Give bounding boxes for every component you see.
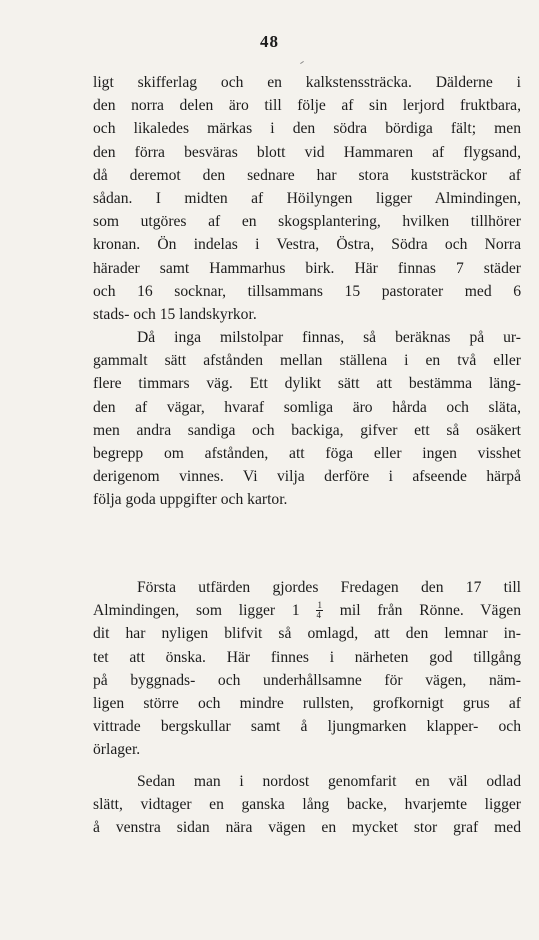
text-line: ligt skifferlag och en kalkstenssträcka. Dälderne i [93,74,521,91]
fraction-numerator: 1 [317,600,322,611]
text-line: slätt, vidtager en ganska lång backe, hvarjemte ligger [93,796,521,814]
text-line: dit har nyligen blifvit så omlagd, att den lemnar in- [93,625,521,643]
text-line: flere timmars väg. Ett dylikt sätt att bestämma läng- [93,375,521,393]
text-line: derigenom vinnes. Vi vilja derföre i afseende härpå [93,468,521,486]
paragraph-2 [93,326,521,512]
text-line: Första utfärden gjordes Fredagen den 17 till [137,579,521,596]
text-line: Då inga milstolpar finnas, så beräknas på ur- [137,329,521,346]
text-line: härader samt Hammarhus birk. Här finnas 7 städer [93,259,521,277]
text-line: på byggnads- och underhållsamne för vägen, näm- [93,671,521,689]
text-line-with-fraction [93,599,521,622]
page-number: 48 [260,32,279,51]
paragraph-1 [93,71,521,326]
paragraph-3 [93,576,521,762]
text-line: och likaledes märkas i den södra bördiga fält; men [93,120,521,138]
text-line: tet att önska. Här finnes i närheten god tillgång [93,648,521,666]
print-speck [300,61,304,64]
text-segment: Almindingen, som ligger 1 [93,602,300,620]
fraction [316,601,323,620]
text-line: gammalt sätt afstånden mellan ställena i en två eller [93,352,521,370]
text-line: ligen större och mindre rullsten, grofkornigt grus af [93,694,521,712]
fraction-denominator: 4 [316,610,321,621]
text-line: vittrade bergskullar samt å ljungmarken klapper- och [93,718,521,736]
text-line: örlager. [93,741,141,759]
text-line: och 16 socknar, tillsammans 15 pastorater med 6 [93,282,521,300]
text-line: kronan. Ön indelas i Vestra, Östra, Södra och Norra [93,236,521,254]
text-line: stads- och 15 landskyrkor. [93,305,257,323]
text-line: men andra sandiga och backiga, gifver ett så osäkert [93,421,521,439]
paragraph-4 [93,770,521,840]
text-line: den norra delen äro till följe af sin lerjord fruktbara, [93,97,521,115]
text-line: sådan. I midten af Höilyngen ligger Almindingen, [93,189,521,207]
text-line: då deremot den sednare har stora kuststräckor af [93,166,521,184]
text-line: Sedan man i nordost genomfarit en väl odlad [137,773,521,790]
text-segment: mil från Rönne. Vägen [339,602,521,620]
text-line: den af vägar, hvaraf somliga äro hårda och släta, [93,398,521,416]
text-line: som utgöres af en skogsplantering, hvilken tillhörer [93,213,521,231]
text-line: den förra besväras blott vid Hammaren af flygsand, [93,143,521,161]
text-line: begrepp om afstånden, att föga eller ingen visshet [93,444,521,462]
text-line: å venstra sidan nära vägen en mycket stor graf med [93,819,521,837]
text-line: följa goda uppgifter och kartor. [93,491,288,509]
